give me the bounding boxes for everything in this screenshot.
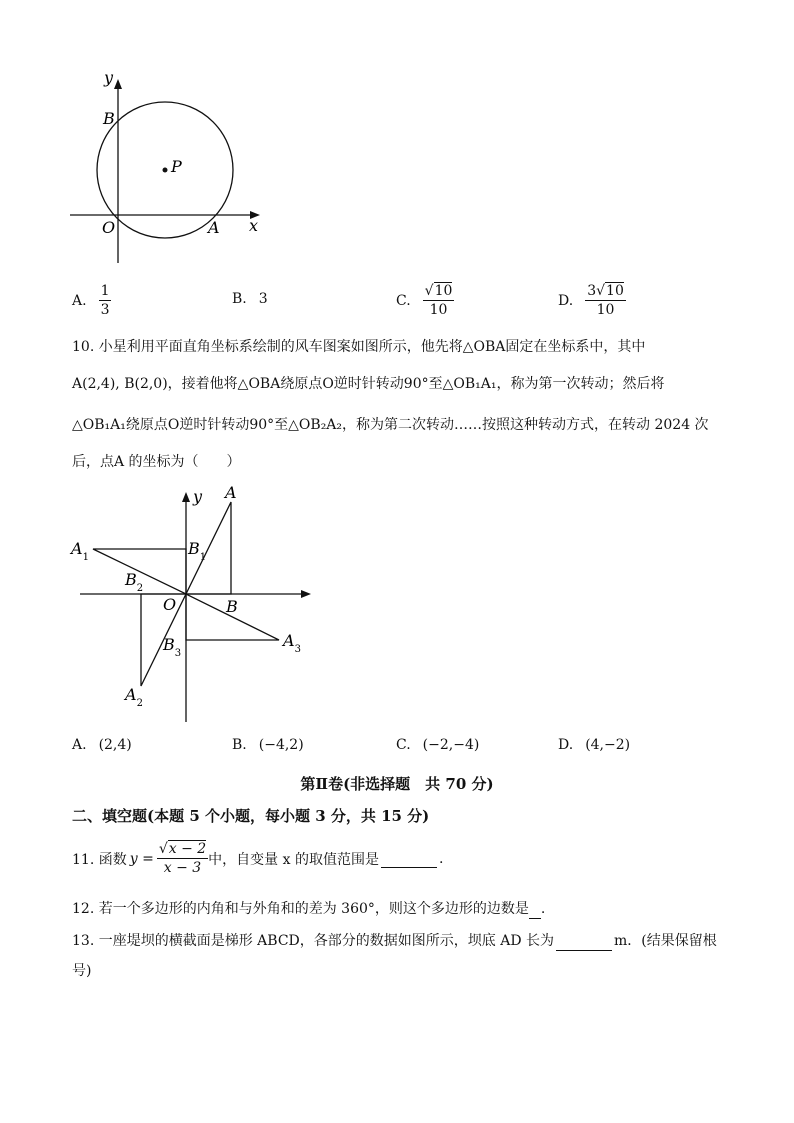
q11-y-eq: y = (129, 850, 154, 867)
q13-line-2: 号) (72, 963, 92, 979)
q9-option-b-value: 3 (258, 291, 268, 307)
y-axis-arrow (182, 492, 190, 502)
q10-option-c-label: C. (396, 737, 411, 753)
section2-heading: 二、填空题(本题 5 个小题，每小题 3 分，共 15 分) (72, 807, 430, 825)
q9-option-d-sqrt: 10 (606, 283, 624, 299)
part2-title: 第Ⅱ卷(非选择题 共 70 分) (300, 775, 494, 793)
q9-option-a-fraction (99, 282, 112, 319)
q9-option-a[interactable] (72, 282, 111, 319)
label-A1 (69, 539, 89, 563)
q10-option-d-label: D. (558, 737, 574, 753)
q11-line (72, 840, 443, 877)
label-B2-main: B (125, 570, 137, 589)
label-B2 (124, 570, 143, 594)
windmill-figure (65, 478, 335, 728)
label-x: x (249, 216, 259, 235)
label-A3-main: A (283, 631, 295, 650)
q11-num-radicand: x − 2 (168, 841, 207, 857)
q9-option-d-num: 3√10 (587, 283, 624, 299)
q10-option-a[interactable] (72, 737, 132, 753)
q11-den: x − 3 (163, 860, 202, 876)
label-A2 (123, 685, 143, 709)
y-axis-arrow (114, 79, 122, 89)
q10-option-d[interactable] (558, 737, 630, 753)
label-A3 (281, 631, 301, 655)
label-A: A (208, 218, 220, 237)
label-B3 (162, 635, 181, 659)
q9-option-c-num: √10 (424, 283, 453, 299)
q9-option-a-num: 1 (100, 283, 110, 299)
point-p (163, 168, 168, 173)
q11-fraction (157, 840, 208, 877)
q12-answer-blank[interactable] (529, 901, 541, 919)
q9-option-c[interactable] (396, 282, 454, 319)
q9-option-c-sqrt: 10 (434, 283, 453, 299)
q10-option-b-value: (−4,2) (258, 737, 304, 753)
q9-option-c-den: 10 (429, 302, 448, 318)
q10-line-1: 10. 小星利用平面直角坐标系绘制的风车图案如图所示，他先将△OBA固定在坐标系中，其中 (72, 339, 646, 355)
q11-suffix: 中，自变量 x 的取值范围是 (208, 851, 379, 868)
label-B: B (226, 597, 238, 616)
q10-line-4: 后，点A 的坐标为（ ） (72, 454, 241, 470)
q10-line-2: A(2,4), B(2,0)，接着他将△OBA绕原点O逆时针转动90°至△OB₁A₁，称为第一次转动；然后将 (72, 376, 665, 392)
q9-option-a-label: A. (72, 292, 87, 309)
q9-option-d-coef: 3 (587, 283, 597, 299)
label-B: B (103, 109, 115, 128)
q9-option-b[interactable] (232, 291, 268, 307)
q10-option-c[interactable] (396, 737, 479, 753)
q9-option-d-den: 10 (596, 302, 615, 318)
q11-num: √x − 2 (158, 841, 207, 857)
q13-line-1 (72, 931, 717, 951)
label-B1 (187, 539, 206, 563)
q10-option-a-label: A. (72, 737, 87, 753)
q9-option-c-label: C. (396, 292, 411, 309)
q9-option-d[interactable] (558, 282, 626, 319)
q10-option-b-label: B. (232, 737, 247, 753)
label-A: A (225, 483, 237, 502)
q11-end: . (438, 850, 444, 867)
label-A1-sub: 1 (82, 552, 89, 563)
label-A1-main: A (71, 539, 83, 558)
label-B1-sub: 1 (199, 552, 207, 563)
q10-option-d-value: (4,−2) (585, 737, 631, 753)
q9-option-d-fraction (585, 282, 626, 319)
q13-text-b: m．(结果保留根 (614, 933, 717, 949)
circle-figure (60, 65, 280, 270)
q10-line-3: △OB₁A₁绕原点O逆时针转动90°至△OB₂A₂，称为第二次转动……按照这种转动方式，在转动 2024 次 (72, 417, 709, 433)
label-B3-sub: 3 (174, 648, 182, 659)
label-B3-main: B (163, 635, 175, 654)
label-O: O (102, 218, 116, 237)
label-B1-main: B (188, 539, 200, 558)
q9-option-d-label: D. (558, 292, 574, 309)
q10-option-a-value: (2,4) (98, 737, 132, 753)
label-y: y (193, 487, 203, 506)
q13-text-a: 13. 一座堤坝的横截面是梯形 ABCD，各部分的数据如图所示，坝底 AD 长为 (72, 933, 554, 949)
q12-end: . (540, 901, 546, 917)
q12-text: 12. 若一个多边形的内角和与外角和的差为 360°，则这个多边形的边数是 (72, 901, 529, 917)
label-A2-sub: 2 (136, 698, 143, 709)
q9-option-c-fraction (423, 282, 455, 319)
label-A3-sub: 3 (294, 644, 301, 655)
q10-option-b[interactable] (232, 737, 304, 753)
q9-option-a-den: 3 (100, 302, 110, 318)
label-B2-sub: 2 (136, 583, 144, 594)
q13-answer-blank[interactable] (556, 933, 612, 951)
q9-option-b-label: B. (232, 291, 247, 307)
q10-option-c-value: (−2,−4) (422, 737, 480, 753)
q12-line (72, 899, 545, 919)
x-axis-arrow (301, 590, 311, 598)
label-O: O (163, 595, 177, 614)
label-y: y (104, 68, 114, 87)
label-A2-main: A (125, 685, 137, 704)
label-P: P (171, 157, 182, 176)
q11-prefix: 11. 函数 (72, 851, 127, 868)
q11-answer-blank[interactable] (381, 849, 437, 868)
